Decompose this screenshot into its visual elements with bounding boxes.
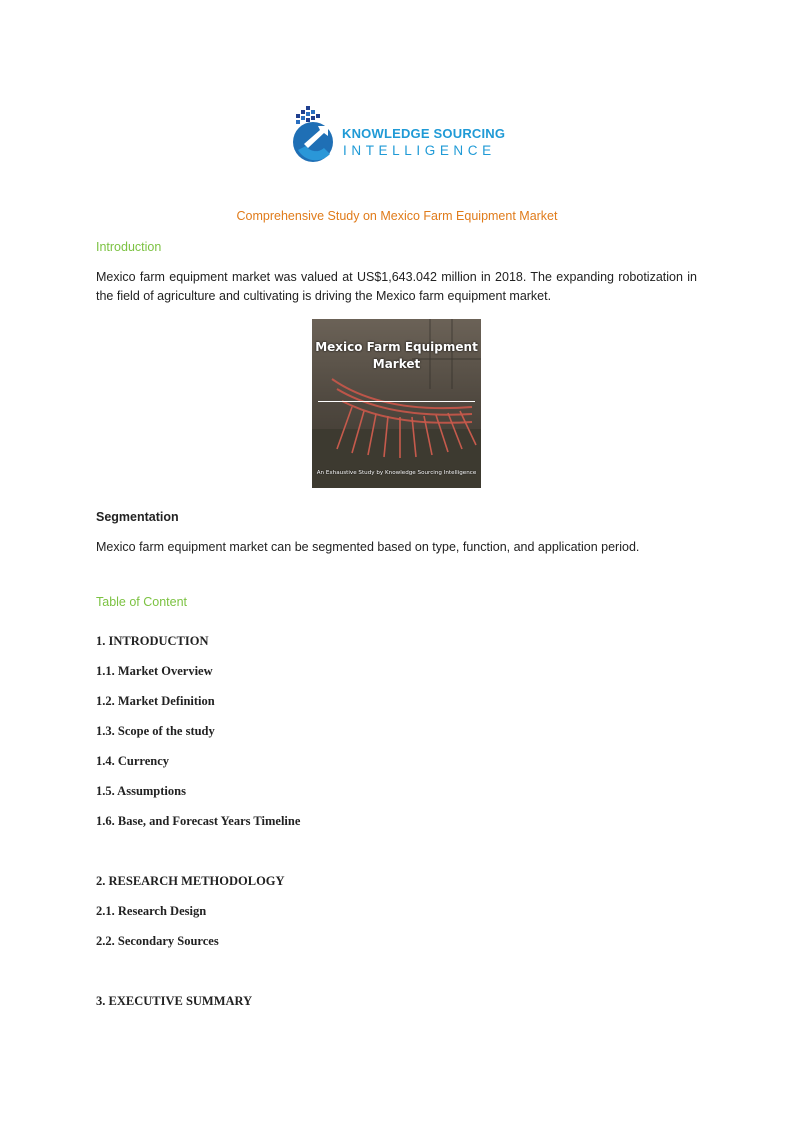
segmentation-paragraph: Mexico farm equipment market can be segmented based on type, function, and application period. — [96, 540, 640, 554]
cover-divider — [318, 401, 475, 402]
logo-text-line2: INTELLIGENCE — [343, 143, 496, 158]
document-title: Comprehensive Study on Mexico Farm Equipment Market — [236, 209, 558, 223]
logo-text-line1: KNOWLEDGE SOURCING — [342, 126, 506, 141]
segmentation-heading: Segmentation — [96, 510, 179, 524]
cover-subtitle: An Exhaustive Study by Knowledge Sourcing Intelligence — [316, 470, 477, 476]
report-cover-image — [312, 319, 481, 488]
toc-item: 1. INTRODUCTION — [96, 634, 209, 648]
toc-heading: Table of Content — [96, 595, 188, 609]
introduction-heading: Introduction — [96, 240, 162, 254]
introduction-paragraph: Mexico farm equipment market was valued at US$1,643.042 million in 2018. The expanding robotization in the field of agriculture and cultivating is driving the Mexico farm equipment market. — [96, 270, 697, 303]
company-logo — [290, 104, 510, 166]
toc-item: 1.2. Market Definition — [96, 694, 215, 708]
toc-item: 1.5. Assumptions — [96, 784, 186, 798]
logo-mark-icon — [290, 104, 342, 166]
toc-item: 3. EXECUTIVE SUMMARY — [96, 994, 253, 1008]
toc-item: 1.4. Currency — [96, 754, 170, 768]
toc-item: 2.1. Research Design — [96, 904, 207, 918]
cover-title: Mexico Farm Equipment Market — [315, 340, 478, 371]
toc-item: 2.2. Secondary Sources — [96, 934, 219, 948]
toc-item: 1.6. Base, and Forecast Years Timeline — [96, 814, 301, 828]
toc-item: 1.1. Market Overview — [96, 664, 213, 678]
toc-item: 2. RESEARCH METHODOLOGY — [96, 874, 285, 888]
toc-item: 1.3. Scope of the study — [96, 724, 215, 738]
